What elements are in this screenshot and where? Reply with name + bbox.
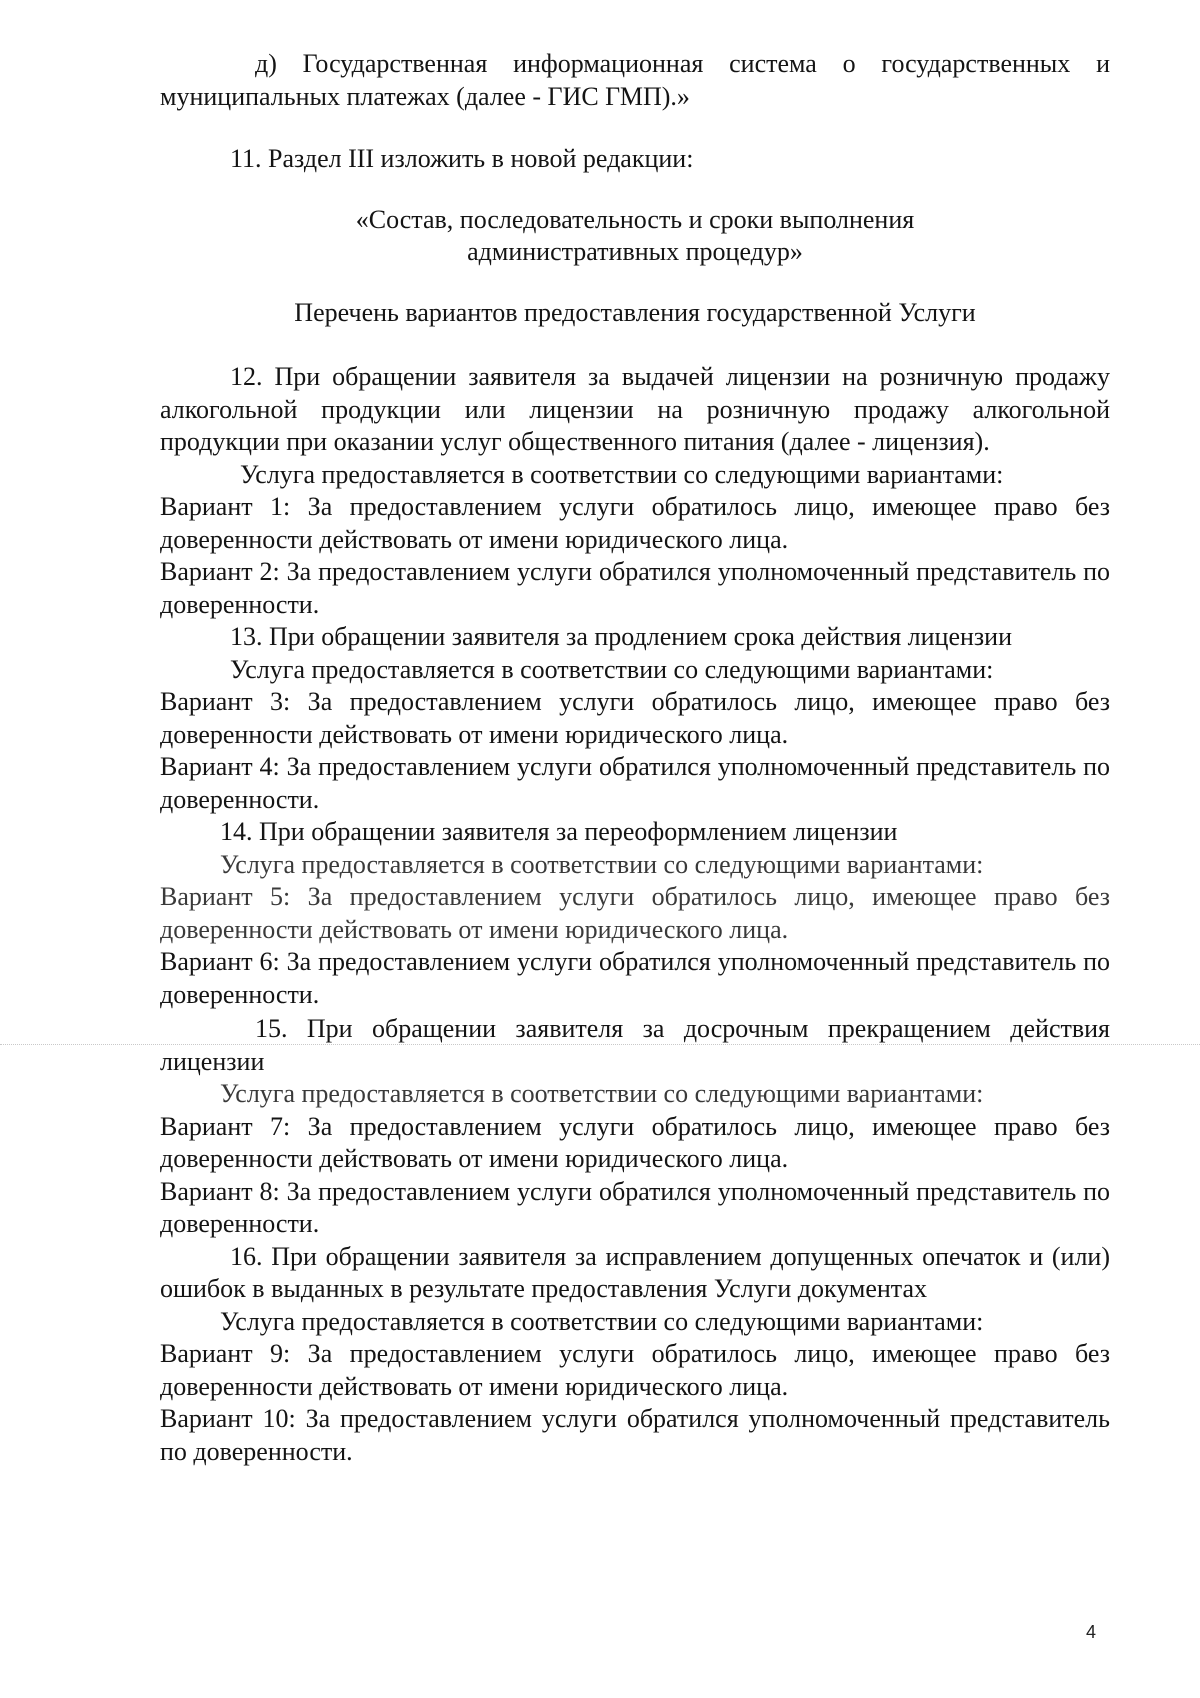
- paragraph-14: 14. При обращении заявителя за переоформлением лицензии: [220, 817, 898, 846]
- scan-artifact-line: [0, 1044, 1200, 1045]
- variant-5: Вариант 5: За предоставлением услуги обратилось лицо, имеющее право без доверенности действовать от имени юридического лица.: [160, 882, 1110, 944]
- paragraph-13-options: Услуга предоставляется в соответствии со следующими вариантами:: [230, 654, 994, 684]
- section-title-line-1: «Состав, последовательность и сроки выполнения: [355, 204, 915, 234]
- paragraph-12: 12. При обращении заявителя за выдачей лицензии на розничную продажу алкогольной продукции или лицензии на розничную продажу алкогольной продукции при оказании услуг общественного питания (далее - лицензия).: [160, 362, 1110, 456]
- variant-6: Вариант 6: За предоставлением услуги обратился уполномоченный представитель по доверенности.: [160, 947, 1110, 1009]
- variant-7: Вариант 7: За предоставлением услуги обратилось лицо, имеющее право без доверенности действовать от имени юридического лица.: [160, 1111, 1110, 1173]
- variant-2: Вариант 2: За предоставлением услуги обратился уполномоченный представитель по доверенности.: [160, 557, 1110, 619]
- subsection-title: Перечень вариантов предоставления государственной Услуги: [294, 297, 976, 327]
- variant-4: Вариант 4: За предоставлением услуги обратился уполномоченный представитель по доверенности.: [160, 752, 1110, 814]
- paragraph-14-options: Услуга предоставляется в соответствии со следующими вариантами:: [220, 849, 984, 879]
- page-number: 4: [1086, 1622, 1097, 1642]
- section-title-line-2: административных процедур»: [467, 237, 803, 266]
- paragraph-15-options: Услуга предоставляется в соответствии со следующими вариантами:: [220, 1079, 984, 1108]
- variant-3: Вариант 3: За предоставлением услуги обратилось лицо, имеющее право без доверенности действовать от имени юридического лица.: [160, 687, 1110, 749]
- paragraph-15: 15. При обращении заявителя за досрочным прекращением действия лицензии: [160, 1014, 1110, 1076]
- paragraph-item-d: д) Государственная информационная система о государственных и муниципальных платежах (далее - ГИС ГМП).»: [160, 49, 1110, 111]
- variant-1: Вариант 1: За предоставлением услуги обратилось лицо, имеющее право без доверенности действовать от имени юридического лица.: [160, 492, 1110, 554]
- variant-9: Вариант 9: За предоставлением услуги обратилось лицо, имеющее право без доверенности действовать от имени юридического лица.: [160, 1339, 1110, 1401]
- paragraph-16: 16. При обращении заявителя за исправлением допущенных опечаток и (или) ошибок в выданных в результате предоставления Услуги документах: [160, 1241, 1110, 1303]
- paragraph-16-options: Услуга предоставляется в соответствии со следующими вариантами:: [220, 1306, 984, 1336]
- paragraph-13: 13. При обращении заявителя за продлением срока действия лицензии: [230, 622, 1013, 651]
- paragraph-12-options: Услуга предоставляется в соответствии со следующими вариантами:: [240, 459, 1004, 489]
- variant-10: Вариант 10: За предоставлением услуги обратился уполномоченный представитель по доверенности.: [160, 1404, 1110, 1466]
- variant-8: Вариант 8: За предоставлением услуги обратился уполномоченный представитель по доверенности.: [160, 1176, 1110, 1238]
- paragraph-item-11: 11. Раздел III изложить в новой редакции:: [230, 144, 694, 173]
- document-body: [160, 48, 1110, 1468]
